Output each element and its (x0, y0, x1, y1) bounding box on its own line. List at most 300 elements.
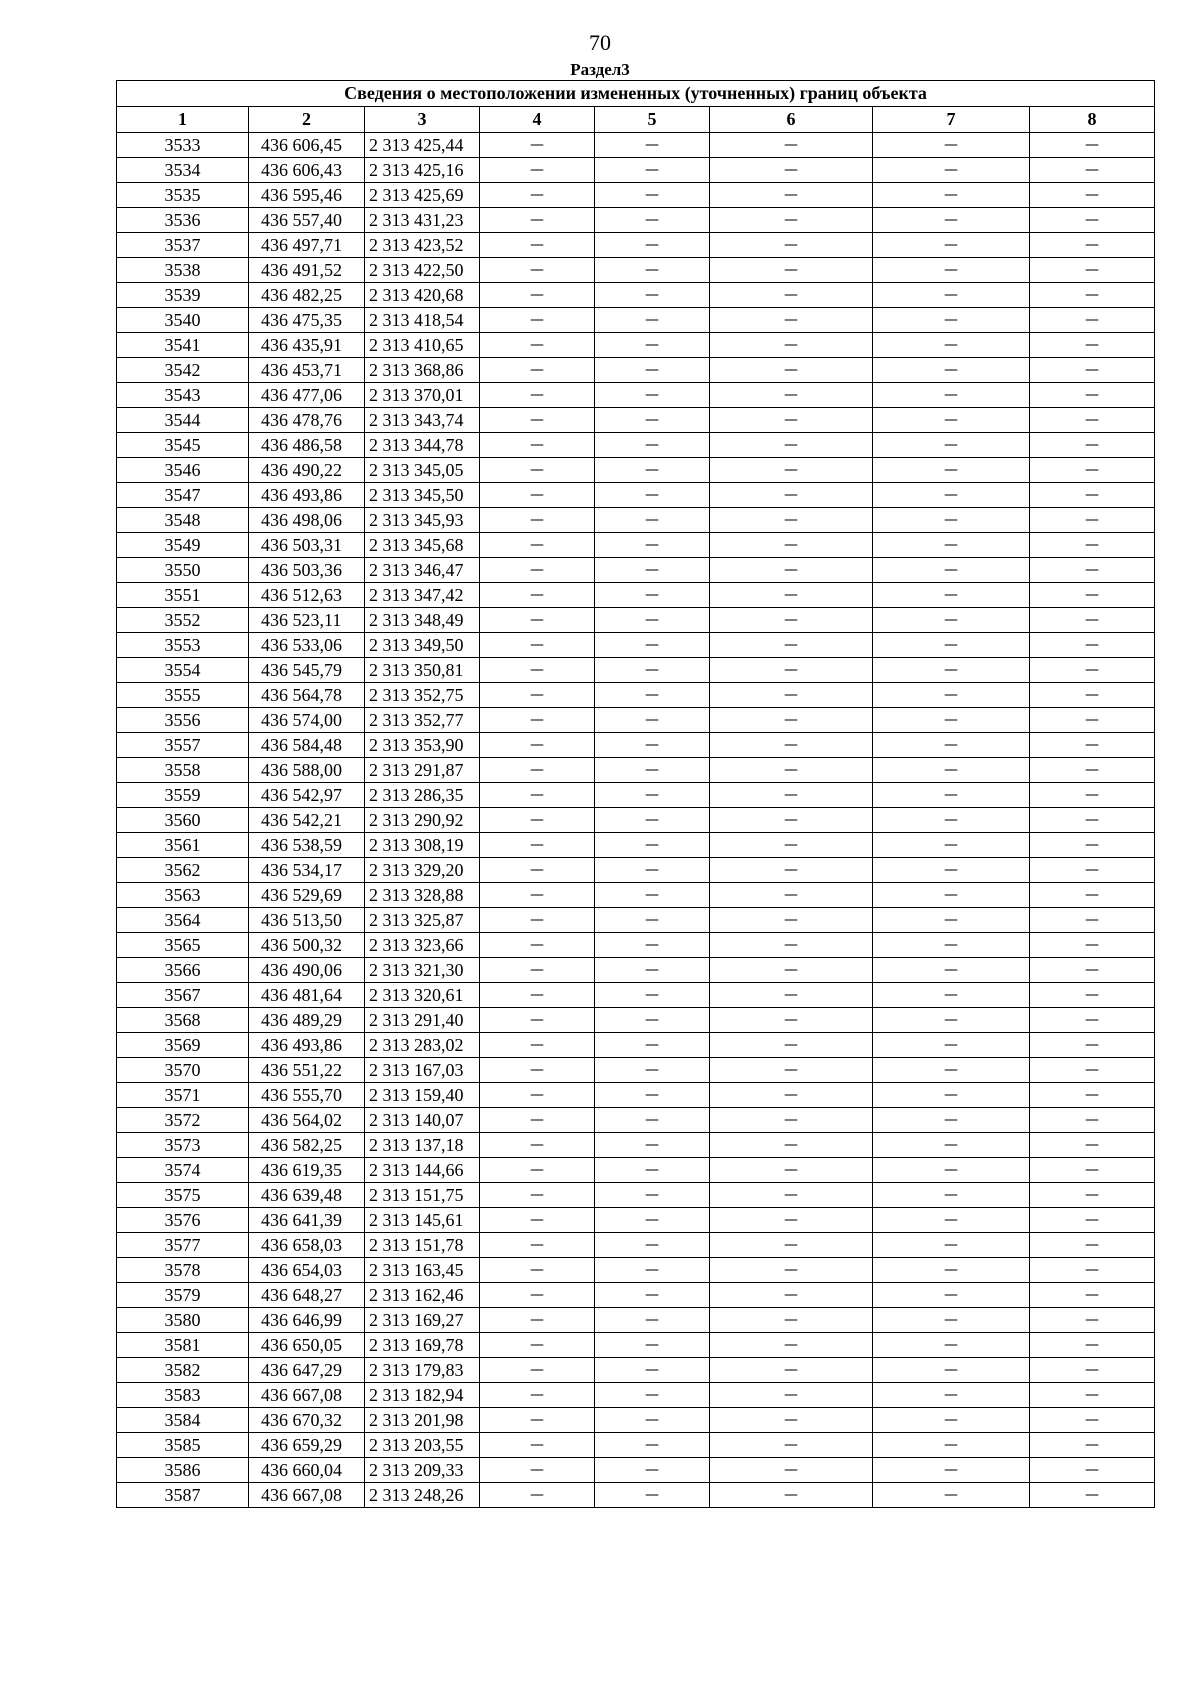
empty-value-cell: — (710, 583, 873, 608)
empty-value-cell: — (1030, 883, 1155, 908)
empty-value-cell: — (710, 458, 873, 483)
empty-value-cell: — (873, 1058, 1030, 1083)
empty-value-cell: — (710, 1308, 873, 1333)
y-coordinate-cell: 2 313 323,66 (365, 933, 480, 958)
x-coordinate-cell: 436 606,45 (249, 133, 365, 158)
empty-value-cell: — (1030, 433, 1155, 458)
x-coordinate-cell: 436 538,59 (249, 833, 365, 858)
column-header: 1 (117, 107, 249, 133)
empty-value-cell: — (710, 1283, 873, 1308)
empty-value-cell: — (480, 1483, 595, 1508)
y-coordinate-cell: 2 313 182,94 (365, 1383, 480, 1408)
point-number-cell: 3534 (117, 158, 249, 183)
empty-value-cell: — (1030, 833, 1155, 858)
empty-value-cell: — (873, 233, 1030, 258)
point-number-cell: 3584 (117, 1408, 249, 1433)
y-coordinate-cell: 2 313 248,26 (365, 1483, 480, 1508)
empty-value-cell: — (710, 1083, 873, 1108)
empty-value-cell: — (480, 783, 595, 808)
empty-value-cell: — (480, 1458, 595, 1483)
y-coordinate-cell: 2 313 347,42 (365, 583, 480, 608)
table-row (117, 1183, 1155, 1208)
empty-value-cell: — (1030, 408, 1155, 433)
point-number-cell: 3548 (117, 508, 249, 533)
x-coordinate-cell: 436 648,27 (249, 1283, 365, 1308)
x-coordinate-cell: 436 582,25 (249, 1133, 365, 1158)
column-number-row (117, 107, 1155, 133)
table-row (117, 733, 1155, 758)
empty-value-cell: — (1030, 1258, 1155, 1283)
point-number-cell: 3537 (117, 233, 249, 258)
empty-value-cell: — (1030, 1133, 1155, 1158)
empty-value-cell: — (1030, 1333, 1155, 1358)
empty-value-cell: — (873, 183, 1030, 208)
empty-value-cell: — (480, 633, 595, 658)
empty-value-cell: — (873, 583, 1030, 608)
empty-value-cell: — (595, 458, 710, 483)
y-coordinate-cell: 2 313 353,90 (365, 733, 480, 758)
point-number-cell: 3542 (117, 358, 249, 383)
point-number-cell: 3587 (117, 1483, 249, 1508)
point-number-cell: 3565 (117, 933, 249, 958)
point-number-cell: 3564 (117, 908, 249, 933)
page-number: 70 (589, 30, 611, 55)
table-row (117, 933, 1155, 958)
empty-value-cell: — (1030, 533, 1155, 558)
empty-value-cell: — (710, 633, 873, 658)
empty-value-cell: — (480, 1033, 595, 1058)
empty-value-cell: — (595, 1233, 710, 1258)
empty-value-cell: — (480, 1158, 595, 1183)
point-number-cell: 3572 (117, 1108, 249, 1133)
x-coordinate-cell: 436 659,29 (249, 1433, 365, 1458)
point-number-cell: 3555 (117, 683, 249, 708)
empty-value-cell: — (480, 1433, 595, 1458)
point-number-cell: 3569 (117, 1033, 249, 1058)
empty-value-cell: — (873, 1208, 1030, 1233)
empty-value-cell: — (595, 1133, 710, 1158)
empty-value-cell: — (873, 1483, 1030, 1508)
x-coordinate-cell: 436 513,50 (249, 908, 365, 933)
empty-value-cell: — (595, 1033, 710, 1058)
y-coordinate-cell: 2 313 344,78 (365, 433, 480, 458)
empty-value-cell: — (710, 1183, 873, 1208)
empty-value-cell: — (480, 733, 595, 758)
empty-value-cell: — (710, 1033, 873, 1058)
empty-value-cell: — (873, 408, 1030, 433)
empty-value-cell: — (595, 1383, 710, 1408)
empty-value-cell: — (1030, 383, 1155, 408)
empty-value-cell: — (873, 508, 1030, 533)
y-coordinate-cell: 2 313 201,98 (365, 1408, 480, 1433)
empty-value-cell: — (873, 333, 1030, 358)
table-row (117, 1133, 1155, 1158)
empty-value-cell: — (710, 883, 873, 908)
section-title: Раздел3 (570, 60, 630, 79)
table-row (117, 208, 1155, 233)
empty-value-cell: — (480, 808, 595, 833)
point-number-cell: 3541 (117, 333, 249, 358)
y-coordinate-cell: 2 313 422,50 (365, 258, 480, 283)
empty-value-cell: — (480, 1383, 595, 1408)
empty-value-cell: — (595, 1183, 710, 1208)
empty-value-cell: — (1030, 283, 1155, 308)
x-coordinate-cell: 436 478,76 (249, 408, 365, 433)
boundary-coordinates-table (116, 80, 1155, 1508)
point-number-cell: 3570 (117, 1058, 249, 1083)
empty-value-cell: — (873, 833, 1030, 858)
empty-value-cell: — (873, 358, 1030, 383)
empty-value-cell: — (595, 1483, 710, 1508)
empty-value-cell: — (1030, 608, 1155, 633)
x-coordinate-cell: 436 523,11 (249, 608, 365, 633)
empty-value-cell: — (480, 458, 595, 483)
point-number-cell: 3567 (117, 983, 249, 1008)
empty-value-cell: — (873, 1108, 1030, 1133)
x-coordinate-cell: 436 542,21 (249, 808, 365, 833)
empty-value-cell: — (1030, 133, 1155, 158)
x-coordinate-cell: 436 486,58 (249, 433, 365, 458)
empty-value-cell: — (595, 1458, 710, 1483)
y-coordinate-cell: 2 313 349,50 (365, 633, 480, 658)
empty-value-cell: — (873, 1458, 1030, 1483)
point-number-cell: 3543 (117, 383, 249, 408)
empty-value-cell: — (595, 233, 710, 258)
empty-value-cell: — (873, 1358, 1030, 1383)
empty-value-cell: — (1030, 1408, 1155, 1433)
empty-value-cell: — (710, 1483, 873, 1508)
empty-value-cell: — (1030, 583, 1155, 608)
point-number-cell: 3585 (117, 1433, 249, 1458)
x-coordinate-cell: 436 647,29 (249, 1358, 365, 1383)
x-coordinate-cell: 436 490,22 (249, 458, 365, 483)
y-coordinate-cell: 2 313 368,86 (365, 358, 480, 383)
empty-value-cell: — (595, 258, 710, 283)
empty-value-cell: — (1030, 458, 1155, 483)
empty-value-cell: — (1030, 358, 1155, 383)
empty-value-cell: — (595, 483, 710, 508)
empty-value-cell: — (1030, 483, 1155, 508)
empty-value-cell: — (595, 408, 710, 433)
empty-value-cell: — (595, 133, 710, 158)
empty-value-cell: — (480, 883, 595, 908)
empty-value-cell: — (710, 1383, 873, 1408)
empty-value-cell: — (480, 858, 595, 883)
x-coordinate-cell: 436 660,04 (249, 1458, 365, 1483)
empty-value-cell: — (480, 133, 595, 158)
table-row (117, 1458, 1155, 1483)
x-coordinate-cell: 436 654,03 (249, 1258, 365, 1283)
point-number-cell: 3549 (117, 533, 249, 558)
empty-value-cell: — (1030, 208, 1155, 233)
empty-value-cell: — (480, 433, 595, 458)
x-coordinate-cell: 436 574,00 (249, 708, 365, 733)
point-number-cell: 3583 (117, 1383, 249, 1408)
empty-value-cell: — (595, 933, 710, 958)
x-coordinate-cell: 436 493,86 (249, 483, 365, 508)
table-row (117, 158, 1155, 183)
empty-value-cell: — (710, 658, 873, 683)
empty-value-cell: — (595, 983, 710, 1008)
point-number-cell: 3547 (117, 483, 249, 508)
x-coordinate-cell: 436 639,48 (249, 1183, 365, 1208)
x-coordinate-cell: 436 564,02 (249, 1108, 365, 1133)
empty-value-cell: — (480, 1233, 595, 1258)
x-coordinate-cell: 436 500,32 (249, 933, 365, 958)
table-row (117, 1233, 1155, 1258)
empty-value-cell: — (873, 433, 1030, 458)
empty-value-cell: — (480, 1083, 595, 1108)
table-row (117, 533, 1155, 558)
x-coordinate-cell: 436 588,00 (249, 758, 365, 783)
y-coordinate-cell: 2 313 321,30 (365, 958, 480, 983)
empty-value-cell: — (873, 258, 1030, 283)
empty-value-cell: — (480, 483, 595, 508)
empty-value-cell: — (595, 1158, 710, 1183)
y-coordinate-cell: 2 313 203,55 (365, 1433, 480, 1458)
y-coordinate-cell: 2 313 209,33 (365, 1458, 480, 1483)
point-number-cell: 3540 (117, 308, 249, 333)
x-coordinate-cell: 436 498,06 (249, 508, 365, 533)
empty-value-cell: — (873, 533, 1030, 558)
empty-value-cell: — (873, 1258, 1030, 1283)
table-row (117, 1408, 1155, 1433)
point-number-cell: 3553 (117, 633, 249, 658)
empty-value-cell: — (710, 833, 873, 858)
empty-value-cell: — (595, 433, 710, 458)
table-row (117, 1058, 1155, 1083)
empty-value-cell: — (710, 333, 873, 358)
empty-value-cell: — (480, 583, 595, 608)
empty-value-cell: — (710, 1358, 873, 1383)
table-row (117, 833, 1155, 858)
empty-value-cell: — (873, 633, 1030, 658)
empty-value-cell: — (595, 758, 710, 783)
y-coordinate-cell: 2 313 144,66 (365, 1158, 480, 1183)
y-coordinate-cell: 2 313 179,83 (365, 1358, 480, 1383)
point-number-cell: 3558 (117, 758, 249, 783)
y-coordinate-cell: 2 313 425,16 (365, 158, 480, 183)
point-number-cell: 3580 (117, 1308, 249, 1333)
table-row (117, 408, 1155, 433)
x-coordinate-cell: 436 545,79 (249, 658, 365, 683)
empty-value-cell: — (480, 558, 595, 583)
empty-value-cell: — (873, 1133, 1030, 1158)
empty-value-cell: — (595, 283, 710, 308)
empty-value-cell: — (595, 1108, 710, 1133)
y-coordinate-cell: 2 313 350,81 (365, 658, 480, 683)
empty-value-cell: — (710, 383, 873, 408)
y-coordinate-cell: 2 313 423,52 (365, 233, 480, 258)
empty-value-cell: — (595, 1408, 710, 1433)
table-row (117, 958, 1155, 983)
empty-value-cell: — (710, 783, 873, 808)
y-coordinate-cell: 2 313 329,20 (365, 858, 480, 883)
empty-value-cell: — (480, 683, 595, 708)
empty-value-cell: — (595, 633, 710, 658)
empty-value-cell: — (1030, 1458, 1155, 1483)
empty-value-cell: — (710, 1433, 873, 1458)
empty-value-cell: — (480, 258, 595, 283)
point-number-cell: 3550 (117, 558, 249, 583)
empty-value-cell: — (1030, 983, 1155, 1008)
x-coordinate-cell: 436 481,64 (249, 983, 365, 1008)
empty-value-cell: — (595, 1358, 710, 1383)
empty-value-cell: — (873, 1408, 1030, 1433)
y-coordinate-cell: 2 313 286,35 (365, 783, 480, 808)
table-row (117, 1483, 1155, 1508)
empty-value-cell: — (710, 308, 873, 333)
empty-value-cell: — (873, 1033, 1030, 1058)
empty-value-cell: — (710, 1133, 873, 1158)
point-number-cell: 3538 (117, 258, 249, 283)
empty-value-cell: — (710, 1258, 873, 1283)
empty-value-cell: — (595, 158, 710, 183)
empty-value-cell: — (873, 133, 1030, 158)
empty-value-cell: — (480, 1333, 595, 1358)
empty-value-cell: — (710, 233, 873, 258)
empty-value-cell: — (480, 1133, 595, 1158)
table-row (117, 1158, 1155, 1183)
empty-value-cell: — (480, 283, 595, 308)
empty-value-cell: — (873, 483, 1030, 508)
empty-value-cell: — (595, 958, 710, 983)
table-body (117, 133, 1155, 1508)
x-coordinate-cell: 436 435,91 (249, 333, 365, 358)
x-coordinate-cell: 436 584,48 (249, 733, 365, 758)
empty-value-cell: — (1030, 1108, 1155, 1133)
y-coordinate-cell: 2 313 145,61 (365, 1208, 480, 1233)
empty-value-cell: — (480, 758, 595, 783)
empty-value-cell: — (873, 683, 1030, 708)
empty-value-cell: — (873, 1283, 1030, 1308)
column-header: 7 (873, 107, 1030, 133)
empty-value-cell: — (595, 558, 710, 583)
y-coordinate-cell: 2 313 352,75 (365, 683, 480, 708)
empty-value-cell: — (710, 1108, 873, 1133)
point-number-cell: 3539 (117, 283, 249, 308)
empty-value-cell: — (595, 858, 710, 883)
y-coordinate-cell: 2 313 137,18 (365, 1133, 480, 1158)
empty-value-cell: — (1030, 633, 1155, 658)
point-number-cell: 3556 (117, 708, 249, 733)
column-header: 3 (365, 107, 480, 133)
x-coordinate-cell: 436 497,71 (249, 233, 365, 258)
empty-value-cell: — (873, 658, 1030, 683)
empty-value-cell: — (1030, 1083, 1155, 1108)
point-number-cell: 3586 (117, 1458, 249, 1483)
empty-value-cell: — (595, 1083, 710, 1108)
empty-value-cell: — (480, 708, 595, 733)
x-coordinate-cell: 436 475,35 (249, 308, 365, 333)
empty-value-cell: — (595, 1208, 710, 1233)
empty-value-cell: — (480, 833, 595, 858)
empty-value-cell: — (595, 608, 710, 633)
point-number-cell: 3552 (117, 608, 249, 633)
x-coordinate-cell: 436 619,35 (249, 1158, 365, 1183)
table-row (117, 1308, 1155, 1333)
empty-value-cell: — (710, 608, 873, 633)
empty-value-cell: — (480, 1258, 595, 1283)
empty-value-cell: — (480, 983, 595, 1008)
y-coordinate-cell: 2 313 410,65 (365, 333, 480, 358)
empty-value-cell: — (595, 333, 710, 358)
x-coordinate-cell: 436 534,17 (249, 858, 365, 883)
x-coordinate-cell: 436 641,39 (249, 1208, 365, 1233)
point-number-cell: 3545 (117, 433, 249, 458)
point-number-cell: 3576 (117, 1208, 249, 1233)
table-row (117, 433, 1155, 458)
y-coordinate-cell: 2 313 325,87 (365, 908, 480, 933)
y-coordinate-cell: 2 313 370,01 (365, 383, 480, 408)
y-coordinate-cell: 2 313 425,69 (365, 183, 480, 208)
empty-value-cell: — (480, 658, 595, 683)
empty-value-cell: — (1030, 783, 1155, 808)
empty-value-cell: — (873, 1233, 1030, 1258)
point-number-cell: 3560 (117, 808, 249, 833)
empty-value-cell: — (480, 933, 595, 958)
empty-value-cell: — (1030, 1183, 1155, 1208)
x-coordinate-cell: 436 646,99 (249, 1308, 365, 1333)
empty-value-cell: — (1030, 733, 1155, 758)
point-number-cell: 3566 (117, 958, 249, 983)
x-coordinate-cell: 436 493,86 (249, 1033, 365, 1058)
x-coordinate-cell: 436 512,63 (249, 583, 365, 608)
empty-value-cell: — (873, 1158, 1030, 1183)
empty-value-cell: — (873, 1308, 1030, 1333)
empty-value-cell: — (1030, 708, 1155, 733)
table-row (117, 333, 1155, 358)
empty-value-cell: — (873, 158, 1030, 183)
empty-value-cell: — (595, 508, 710, 533)
empty-value-cell: — (595, 1008, 710, 1033)
empty-value-cell: — (873, 883, 1030, 908)
x-coordinate-cell: 436 491,52 (249, 258, 365, 283)
empty-value-cell: — (480, 1058, 595, 1083)
empty-value-cell: — (710, 1208, 873, 1233)
empty-value-cell: — (1030, 233, 1155, 258)
y-coordinate-cell: 2 313 345,05 (365, 458, 480, 483)
empty-value-cell: — (480, 158, 595, 183)
table-row (117, 233, 1155, 258)
empty-value-cell: — (1030, 158, 1155, 183)
empty-value-cell: — (480, 508, 595, 533)
empty-value-cell: — (873, 308, 1030, 333)
table-row (117, 633, 1155, 658)
empty-value-cell: — (710, 683, 873, 708)
table-row (117, 183, 1155, 208)
y-coordinate-cell: 2 313 283,02 (365, 1033, 480, 1058)
empty-value-cell: — (1030, 1208, 1155, 1233)
point-number-cell: 3581 (117, 1333, 249, 1358)
empty-value-cell: — (1030, 1158, 1155, 1183)
table-row (117, 1433, 1155, 1458)
empty-value-cell: — (1030, 1008, 1155, 1033)
y-coordinate-cell: 2 313 151,78 (365, 1233, 480, 1258)
x-coordinate-cell: 436 503,31 (249, 533, 365, 558)
empty-value-cell: — (710, 1333, 873, 1358)
table-row (117, 383, 1155, 408)
point-number-cell: 3577 (117, 1233, 249, 1258)
empty-value-cell: — (710, 183, 873, 208)
empty-value-cell: — (480, 183, 595, 208)
table-row (117, 1333, 1155, 1358)
empty-value-cell: — (480, 1208, 595, 1233)
empty-value-cell: — (480, 1358, 595, 1383)
y-coordinate-cell: 2 313 167,03 (365, 1058, 480, 1083)
point-number-cell: 3554 (117, 658, 249, 683)
x-coordinate-cell: 436 551,22 (249, 1058, 365, 1083)
